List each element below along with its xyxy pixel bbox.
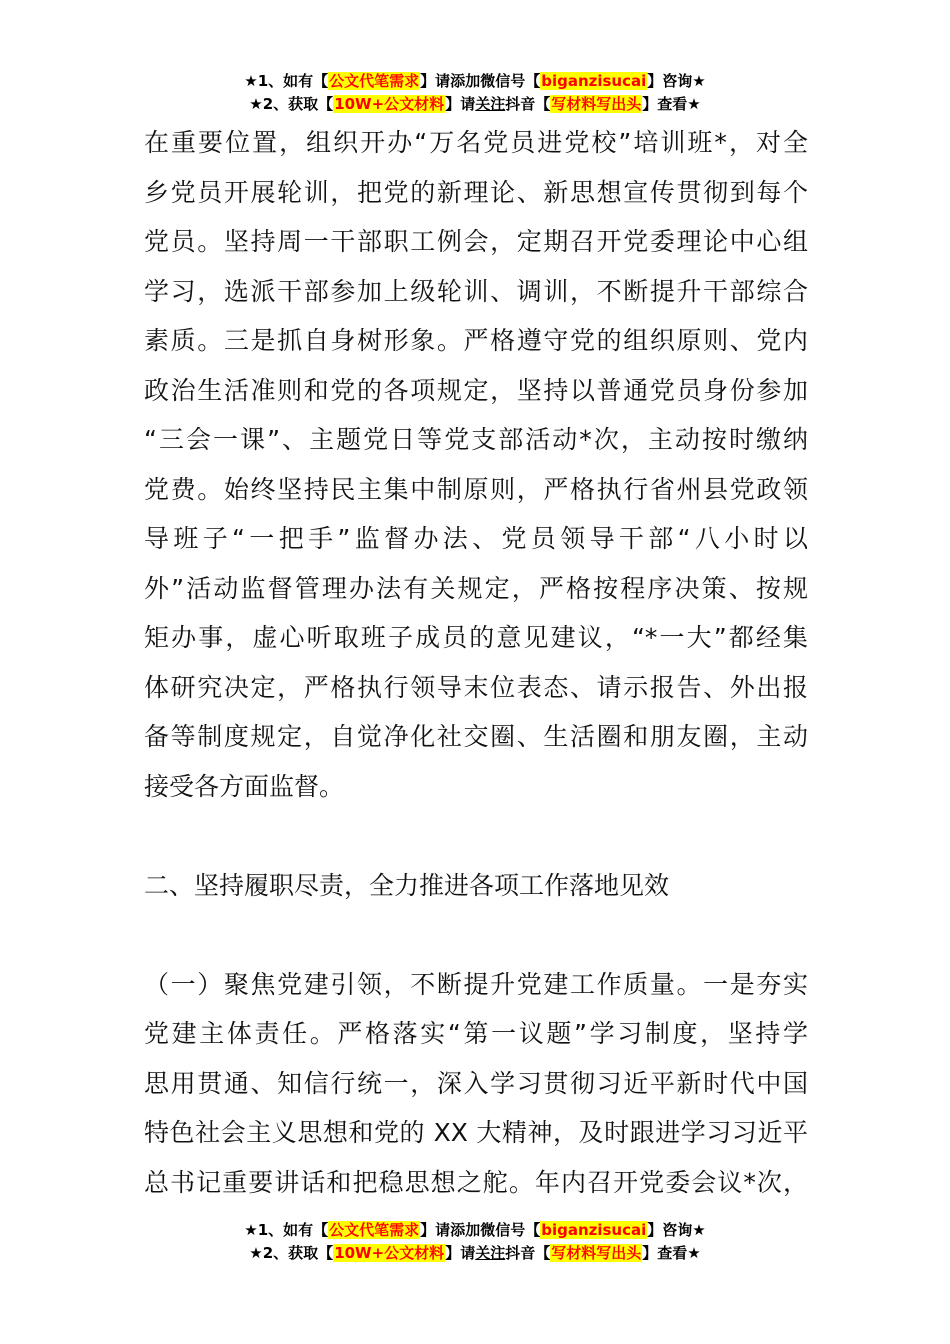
douyin-id-highlight: 写材料写出头: [551, 95, 642, 113]
promo-text: 】咨询★: [647, 72, 706, 90]
promo-highlight: 10W+公文材料: [334, 95, 445, 113]
body-line: 体研究决定，严格执行领导末位表态、请示报告、外出报: [144, 672, 808, 702]
body-line: 素质。三是抓自身树形象。严格遵守党的组织原则、党内: [144, 326, 808, 355]
body-line: 思用贯通、知信行统一，深入学习贯彻习近平新时代中国: [144, 1068, 808, 1098]
promo-text: 抖音【: [505, 1244, 551, 1262]
douyin-id-highlight: 写材料写出头: [551, 1244, 642, 1262]
body-line: 特色社会主义思想和党的 XX 大精神，及时跟进学习习近平: [144, 1118, 808, 1147]
promo-text: 】查看★: [642, 1244, 701, 1262]
document-body: [144, 118, 808, 1207]
body-line: 备等制度规定，自觉净化社交圈、生活圈和朋友圈，主动: [144, 722, 808, 751]
promo-line-1: [0, 70, 950, 93]
promo-text: 抖音【: [505, 95, 551, 113]
promo-text: ★2、获取【: [249, 1244, 334, 1262]
paragraph-gap: [144, 811, 808, 861]
promo-highlight: 公文代笔需求: [329, 72, 420, 90]
promo-highlight: 10W+公文材料: [334, 1244, 445, 1262]
body-line: 学习，选派干部参加上级轮训、调训，不断提升干部综合: [144, 276, 808, 306]
body-line: 党员。坚持周一干部职工例会，定期召开党委理论中心组: [144, 227, 808, 256]
promo-text: 微信号【: [480, 1221, 541, 1239]
body-line: 接受各方面监督。: [144, 771, 345, 801]
promo-text: 】请: [445, 95, 476, 113]
body-line: 矩办事，虚心听取班子成员的意见建议，“*一大”都经集: [144, 623, 808, 652]
promo-line-1: [0, 1219, 950, 1242]
body-line: （一）聚焦党建引领，不断提升党建工作质量。一是夯实: [144, 969, 808, 999]
paragraph-gap: [144, 910, 808, 960]
wechat-id-highlight: biganzisucai: [541, 72, 647, 90]
promo-text: 关注: [475, 95, 506, 113]
promo-text: ★1、如有【: [244, 1221, 329, 1239]
promo-text: 加: [465, 1221, 481, 1239]
body-line: 党费。始终坚持民主集中制原则，严格执行省州县党政领: [144, 474, 808, 504]
section-heading: 二、坚持履职尽责，全力推进各项工作落地见效: [144, 870, 670, 900]
promo-text: ★2、获取【: [249, 95, 334, 113]
promo-text: 】请添: [420, 1221, 466, 1239]
promo-text: 】查看★: [642, 95, 701, 113]
body-line: 外”活动监督管理办法有关规定，严格按程序决策、按规: [144, 573, 808, 603]
promo-text: ★1、如有【: [244, 72, 329, 90]
body-line: 导班子“一把手”监督办法、党员领导干部“八小时以: [144, 524, 808, 553]
promo-line-2: [0, 93, 950, 116]
promo-banner-top: [0, 70, 950, 116]
body-line: 在重要位置，组织开办“万名党员进党校”培训班*，对全: [144, 128, 808, 157]
body-line: “三会一课”、主题党日等党支部活动*次，主动按时缴纳: [144, 425, 808, 454]
promo-text: 】咨询★: [647, 1221, 706, 1239]
wechat-id-highlight: biganzisucai: [541, 1221, 647, 1239]
promo-text: 关注: [475, 1244, 506, 1262]
promo-text: 加: [465, 72, 481, 90]
promo-text: 】请: [445, 1244, 476, 1262]
promo-text: 】请添: [420, 72, 466, 90]
body-line: 党建主体责任。严格落实“第一议题”学习制度，坚持学: [144, 1019, 808, 1048]
body-line: 政治生活准则和党的各项规定，坚持以普通党员身份参加: [144, 375, 808, 405]
body-line: 乡党员开展轮训，把党的新理论、新思想宣传贯彻到每个: [144, 177, 808, 207]
body-line: 总书记重要讲话和把稳思想之舵。年内召开党委会议*次，: [144, 1167, 808, 1197]
promo-line-2: [0, 1242, 950, 1265]
promo-highlight: 公文代笔需求: [329, 1221, 420, 1239]
promo-text: 微信号【: [480, 72, 541, 90]
promo-banner-bottom: [0, 1219, 950, 1265]
